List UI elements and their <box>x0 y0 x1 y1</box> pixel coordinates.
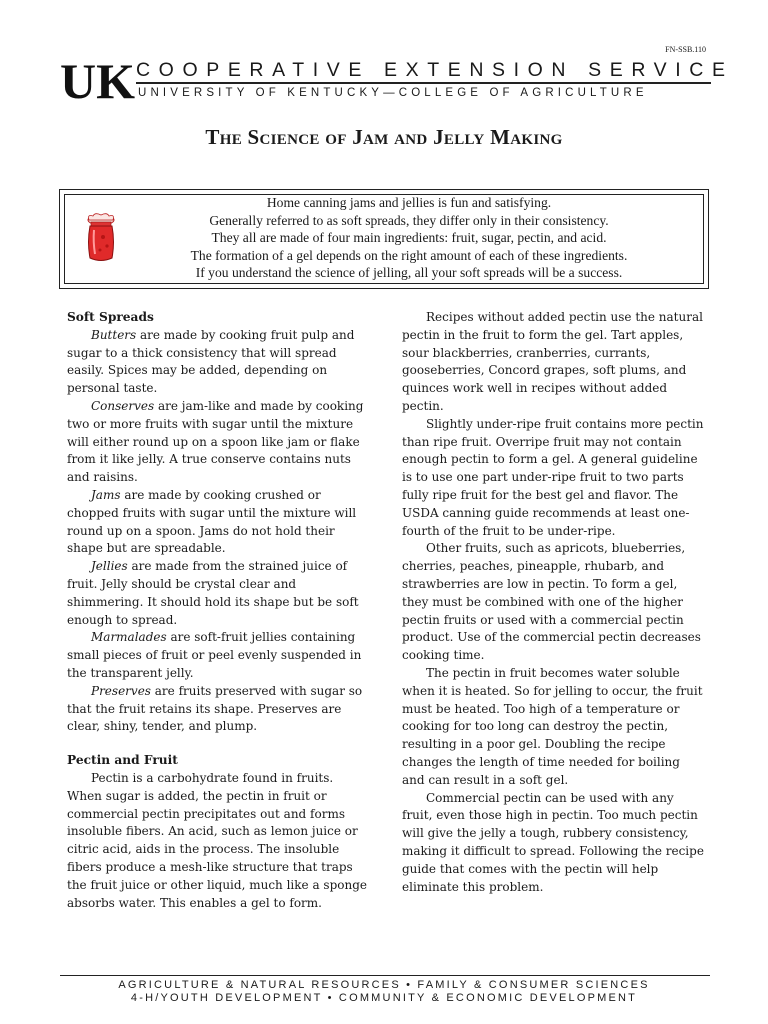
definition: are fruits preserved with sugar so that the fruit retains its shape. Preserves are clear, shiny, tender, and plump. <box>67 683 363 734</box>
publication-number: FN-SSB.110 <box>665 45 706 54</box>
definition: are made by cooking crushed or chopped fruits with sugar until the mixture will round up on a spoon. Jams do not hold their shape but are spreadable. <box>67 487 357 556</box>
jellies-paragraph <box>67 558 369 629</box>
definition: are made by cooking fruit pulp and sugar to a thick consistency that will spread easily. Spices may be added, depending on personal taste. <box>67 327 355 396</box>
intro-text <box>120 194 698 282</box>
pectin-paragraph: Pectin is a carbohydrate found in fruits. When sugar is added, the pectin in fruit or commercial pectin precipitates out and forms insoluble fibers. An acid, such as lemon juice or citric acid, aids in the process. The insoluble fibers produce a mesh-like structure that traps the fruit juice or other liquid, much like a sponge absorbs water. This enables a gel to form. <box>67 770 367 910</box>
intro-line: They all are made of four main ingredients: fruit, sugar, pectin, and acid. <box>211 230 607 246</box>
jams-paragraph <box>67 487 369 558</box>
intro-box <box>59 189 709 289</box>
term: Jams <box>91 487 121 502</box>
preserves-paragraph <box>67 683 369 736</box>
body-paragraph: The pectin in fruit becomes water soluble when it is heated. So for jelling to occur, the fruit must be heated. Too high of a temperature or cooking for too long can destroy the pectin, resulting in a poor gel. Doubling the recipe changes the length of time needed for boiling and can result in a soft gel. <box>402 665 703 787</box>
pectin-and-fruit-heading: Pectin and Fruit <box>67 753 178 768</box>
term: Marmalades <box>91 630 167 645</box>
footer-rule <box>60 975 710 976</box>
term: Jellies <box>91 559 128 574</box>
intro-line: The formation of a gel depends on the right amount of each of these ingredients. <box>190 247 628 263</box>
intro-line: Generally referred to as soft spreads, they differ only in their consistency. <box>209 212 609 228</box>
body-paragraph: Slightly under-ripe fruit contains more pectin than ripe fruit. Overripe fruit may not contain enough pectin to form a gel. A general guideline is to use one part under-ripe fruit to two parts fully ripe fruit for the best gel and flavor. The USDA canning guide recommends at least one-fourth of the fruit to be under-ripe. <box>402 416 704 538</box>
jam-jar-icon <box>81 212 121 264</box>
document-title: The Science of Jam and Jelly Making <box>205 125 563 149</box>
body-paragraph: Other fruits, such as apricots, blueberries, cherries, peaches, pineapple, rhubarb, and strawberries are low in pectin. To form a gel, they must be combined with one of the higher pectin fruits or used with a commercial pectin product. Use of the commercial pectin decreases cooking time. <box>402 541 701 663</box>
term: Preserves <box>91 683 151 698</box>
intro-line: If you understand the science of jelling, all your soft spreads will be a success. <box>195 265 623 281</box>
uk-logo-text: UK <box>60 58 135 100</box>
definition: are soft-fruit jellies containing small pieces of fruit or peel evenly suspended in the transparent jelly. <box>67 630 362 680</box>
term: Conserves <box>91 398 155 413</box>
footer-line-2: 4-H/YOUTH DEVELOPMENT • COMMUNITY & ECONOMIC DEVELOPMENT <box>130 992 638 1004</box>
header-rule <box>136 82 711 84</box>
marmalades-paragraph <box>67 629 369 682</box>
term: Butters <box>91 327 137 342</box>
uk-logo <box>60 58 135 100</box>
butters-paragraph <box>67 327 369 398</box>
service-name: COOPERATIVE EXTENSION SERVICE <box>136 59 734 81</box>
university-line: UNIVERSITY OF KENTUCKY—COLLEGE OF AGRICULTURE <box>138 87 648 99</box>
definition: are jam-like and made by cooking two or more fruits with sugar until the mixture will either round up on a spoon like jam or flake from it like jelly. A true conserve contains nuts and raisins. <box>67 398 364 485</box>
footer-line-1: AGRICULTURE & NATURAL RESOURCES • FAMILY & CONSUMER SCIENCES <box>118 979 650 991</box>
body-paragraph: Recipes without added pectin use the natural pectin in the fruit to form the gel. Tart apples, sour blackberries, cranberries, currants, gooseberries, Concord grapes, soft plums, and quinces work well in recipes without added pectin. <box>402 310 703 413</box>
definition: are made from the strained juice of fruit. Jelly should be crystal clear and shimmering. It should hold its shape but be soft enough to spread. <box>67 559 359 627</box>
body-paragraph: Commercial pectin can be used with any fruit, even those high in pectin. Too much pectin will give the jelly a tough, rubbery consistency, making it difficult to spread. Following the recipe guide that comes with the pectin will help eliminate this problem. <box>402 790 704 894</box>
intro-line: Home canning jams and jellies is fun and satisfying. <box>266 195 552 210</box>
left-column <box>67 309 369 912</box>
right-column <box>402 309 706 896</box>
conserves-paragraph <box>67 398 369 487</box>
soft-spreads-heading: Soft Spreads <box>67 310 154 324</box>
